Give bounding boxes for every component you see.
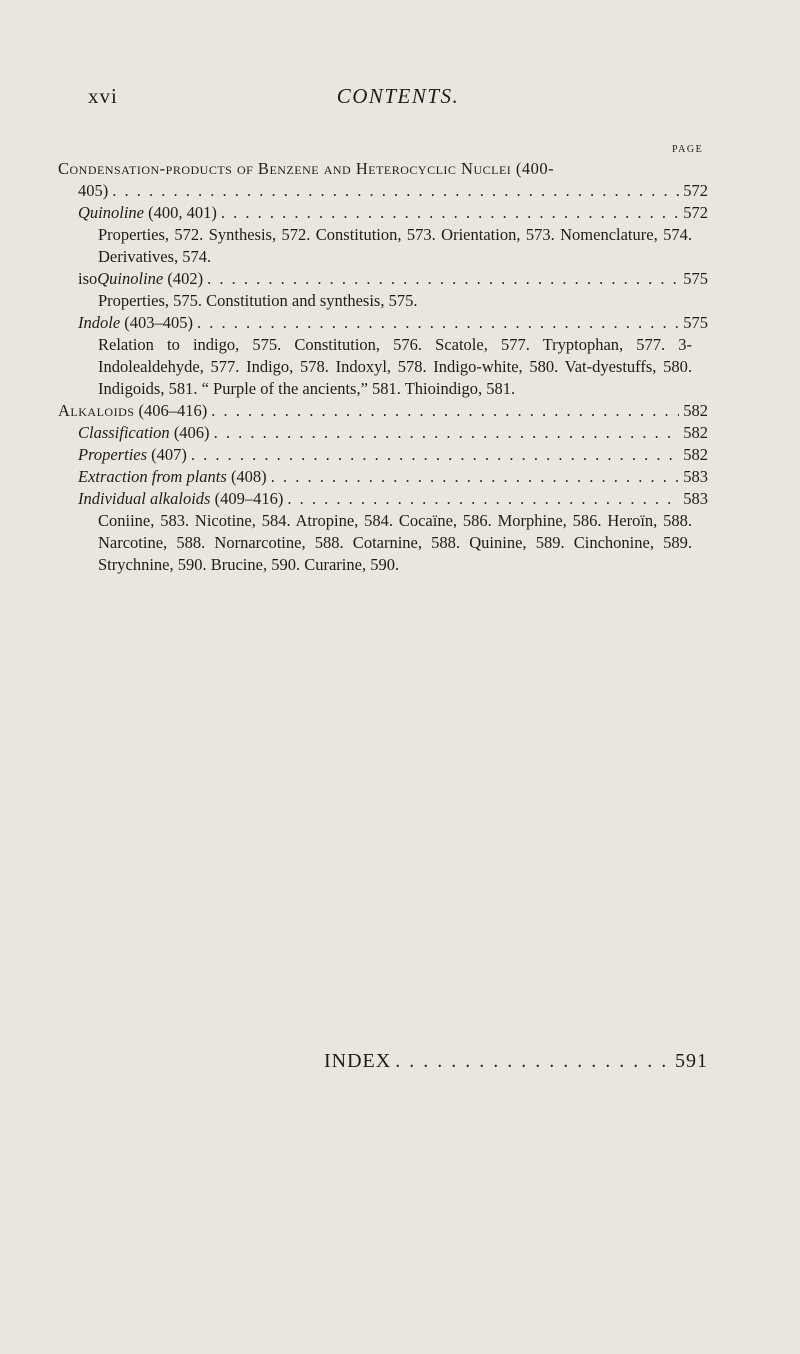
toc-entry-title: Individual alkaloids bbox=[78, 489, 211, 508]
toc-page-number: 572 bbox=[683, 203, 708, 222]
leader-dots bbox=[207, 268, 679, 290]
page-header bbox=[88, 84, 708, 114]
toc-entry-title: Quinoline bbox=[97, 269, 164, 288]
toc-entry-individual-alkaloids bbox=[58, 488, 708, 510]
leader-dots bbox=[214, 422, 680, 444]
toc-page-number: 575 bbox=[683, 313, 708, 332]
toc-entry-title: Quinoline bbox=[78, 203, 144, 222]
leader-dots bbox=[395, 1050, 671, 1072]
toc-entry-properties bbox=[58, 444, 708, 466]
table-of-contents bbox=[58, 158, 708, 576]
leader-dots bbox=[197, 312, 679, 334]
page-folio: xvi bbox=[88, 84, 118, 108]
toc-entry-title: Condensation-products of Benzene and Heterocyclic Nuclei (400- bbox=[58, 159, 555, 178]
leader-dots bbox=[287, 488, 679, 510]
toc-entry-index bbox=[324, 1050, 708, 1072]
toc-entry-title: Classification bbox=[78, 423, 170, 442]
leader-dots bbox=[112, 180, 679, 202]
toc-entry-title: Alkaloids bbox=[58, 401, 135, 420]
toc-entry-range: (409–416) bbox=[210, 489, 284, 508]
toc-entry-title: Extraction from plants bbox=[78, 467, 227, 486]
toc-entry-range: (402) bbox=[163, 269, 204, 288]
toc-entry-range: (406–416) bbox=[134, 401, 208, 420]
toc-entry-title: Indole bbox=[78, 313, 121, 332]
toc-entry-range: (408) bbox=[226, 467, 267, 486]
toc-entry-prefix: iso bbox=[78, 269, 98, 288]
toc-entry-title: Properties bbox=[78, 445, 148, 464]
toc-entry-isoquinoline bbox=[58, 268, 708, 290]
toc-entry-range: (406) bbox=[169, 423, 210, 442]
toc-entry-range: (407) bbox=[147, 445, 187, 464]
toc-entry-range: (400, 401) bbox=[144, 203, 217, 222]
toc-entry-title-cont: 405) bbox=[78, 181, 109, 200]
toc-entry-classification bbox=[58, 422, 708, 444]
toc-page-number: 591 bbox=[675, 1050, 708, 1072]
toc-page-number: 582 bbox=[683, 445, 708, 464]
leader-dots bbox=[211, 400, 679, 422]
toc-page-number: 575 bbox=[683, 269, 708, 288]
toc-entry-indole bbox=[58, 312, 708, 334]
page-column-label: PAGE bbox=[672, 144, 704, 155]
toc-entry-range: (403–405) bbox=[120, 313, 194, 332]
toc-page-number: 582 bbox=[683, 401, 708, 420]
toc-entry-description: Relation to indigo, 575. Constitution, 576. Scatole, 577. Tryptophan, 577. 3-Indolealdehyde, 577. Indigo, 578. Indoxyl, 578. Indigo-white, 580. Vat-dyestuffs, 580. Indigoids, 581. “ Purple of the ancients,” 581. Thioindigo, 581. bbox=[98, 335, 692, 398]
toc-entry-description: Coniine, 583. Nicotine, 584. Atropine, 584. Cocaïne, 586. Morphine, 586. Heroïn, 588. Narcotine, 588. Nornarcotine, 588. Cotarnine, 588. Quinine, 589. Cinchonine, 589. Strychnine, 590. Brucine, 590. Curarine, 590. bbox=[98, 511, 692, 574]
toc-entry-quinoline bbox=[58, 202, 708, 224]
toc-entry-alkaloids bbox=[58, 400, 708, 422]
leader-dots bbox=[191, 444, 679, 466]
toc-entry-description: Properties, 575. Constitution and synthesis, 575. bbox=[98, 291, 418, 310]
toc-entry-extraction bbox=[58, 466, 708, 488]
toc-entry-condensation bbox=[58, 158, 708, 202]
leader-dots bbox=[271, 466, 680, 488]
toc-page-number: 572 bbox=[683, 181, 708, 200]
toc-page-number: 582 bbox=[683, 423, 708, 442]
leader-dots bbox=[221, 202, 679, 224]
toc-entry-title: INDEX bbox=[324, 1050, 392, 1072]
toc-page-number: 583 bbox=[683, 467, 708, 486]
toc-page-number: 583 bbox=[683, 489, 708, 508]
running-title: CONTENTS. bbox=[336, 84, 460, 108]
toc-entry-description: Properties, 572. Synthesis, 572. Constitution, 573. Orientation, 573. Nomenclature, 574. Derivatives, 574. bbox=[98, 225, 692, 266]
